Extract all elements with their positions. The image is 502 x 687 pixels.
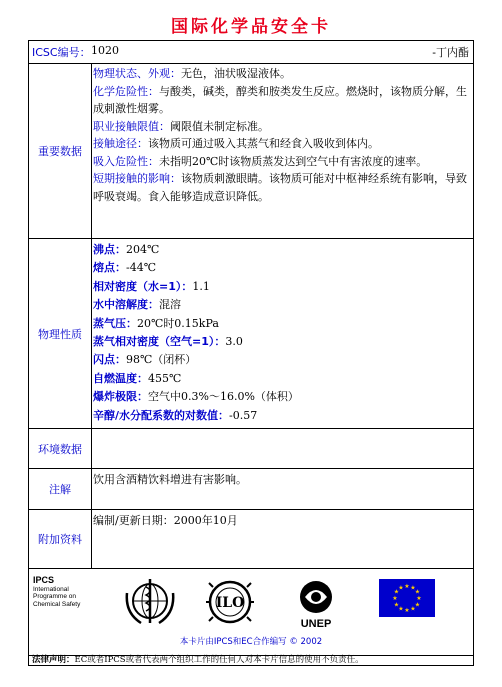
item-key: 水中溶解度： [93, 298, 159, 312]
water-solubility-item [93, 296, 471, 314]
notes-content: 饮用含酒精饮料增进有害影响。 [93, 473, 247, 486]
ipcs-line: International [33, 585, 69, 593]
svg-text:★: ★ [404, 583, 410, 590]
item-key: 蒸气压： [93, 316, 137, 330]
ipcs-line: Programme on [33, 593, 76, 600]
icsc-number: 1020 [91, 44, 119, 57]
legal-disclaimer [29, 655, 473, 665]
physical-properties-row [29, 239, 473, 429]
physical-properties-content [91, 239, 473, 428]
svg-text:★: ★ [414, 588, 421, 596]
item-value: 与酸类，碱类，醇类和胺类发生反应。燃烧时，该物质分解，生成刺激性烟雾。 [93, 84, 467, 115]
ipcs-line: Chemical Safety [33, 600, 81, 608]
ilo-letters-icon: ILO [215, 595, 245, 611]
item-value: 未指明20℃时该物质蒸发达到空气中有害浓度的速率。 [159, 154, 428, 168]
item-key: 接触途径： [93, 137, 148, 150]
ipcs-title: IPCS [33, 575, 55, 585]
important-data-row [29, 63, 473, 239]
item-value: 20℃时0.15kPa [137, 316, 219, 330]
melting-point-item [93, 259, 471, 277]
unep-emblem-icon [291, 575, 341, 633]
svg-text:★: ★ [410, 605, 416, 613]
ilo-emblem-icon [205, 575, 255, 631]
item-value: 该物质刺激眼睛。该物质可能对中枢神经系统有影响，导致呼吸衰竭。食入能够造成意识降低。 [93, 172, 467, 203]
chemical-name: -丁内酯 [432, 46, 469, 59]
icsc-header-row [29, 41, 473, 64]
environment-content [91, 429, 473, 468]
item-key: 爆炸极限： [93, 390, 148, 404]
item-key: 短期接触的影响： [93, 172, 181, 185]
svg-text:★: ★ [416, 595, 422, 602]
svg-text:★: ★ [404, 607, 410, 614]
notes-row [29, 469, 473, 510]
item-key: 闪点： [93, 353, 126, 367]
vapour-density-item [93, 333, 471, 351]
chemical-hazard-item [93, 83, 471, 118]
disclaimer-label: 法律声明： [32, 655, 75, 665]
notes-label: 注解 [29, 469, 92, 509]
item-key: 职业接触限值： [93, 119, 170, 133]
svg-text:★: ★ [398, 584, 404, 592]
logo-band [29, 569, 473, 656]
item-key: 吸入危险性： [93, 154, 159, 168]
who-emblem-icon [121, 575, 179, 631]
svg-text:★: ★ [398, 605, 404, 613]
vapour-pressure-item [93, 315, 471, 333]
svg-text:★: ★ [414, 601, 421, 609]
svg-text:★: ★ [393, 601, 400, 609]
item-key: 熔点： [93, 261, 126, 275]
card-title: 国际化学品安全卡 [171, 17, 331, 37]
item-value: -44℃ [126, 261, 157, 275]
physical-state-item [93, 65, 471, 83]
item-value: 3.0 [225, 335, 243, 349]
item-key: 相对密度（水=1）： [93, 279, 193, 293]
octanol-water-item [93, 407, 471, 425]
eu-flag-icon [379, 579, 435, 617]
boiling-point-item [93, 241, 471, 259]
environment-row [29, 429, 473, 469]
extra-info-row [29, 510, 473, 569]
item-value: 空气中0.3%～16.0%（体积） [148, 390, 299, 404]
credit-line: 本卡片由IPCS和EC合作编写 © 2002 [179, 637, 323, 647]
exposure-route-item [93, 135, 471, 153]
item-value: 204℃ [126, 243, 160, 256]
exposure-limit-item [93, 118, 471, 136]
item-value: -0.57 [229, 408, 258, 422]
item-key: 蒸气相对密度（空气=1）： [93, 335, 226, 349]
item-key: 自燃温度： [93, 371, 148, 385]
item-key: 物理状态、外观： [93, 67, 181, 80]
autoignition-item [93, 370, 471, 388]
flash-point-item [93, 351, 471, 369]
item-key: 化学危险性： [93, 84, 159, 98]
icsc-label: ICSC编号： [32, 46, 91, 59]
chemical-safety-card [28, 40, 474, 666]
item-value: 混溶 [159, 298, 181, 312]
item-key: 辛醇/水分配系数的对数值： [93, 408, 230, 422]
short-term-effects-item [93, 170, 471, 205]
item-value: 98℃（闭杯） [126, 353, 197, 367]
extra-info-content: 编制/更新日期：2000年10月 [93, 514, 238, 527]
unep-label: UNEP [300, 618, 332, 630]
important-data-content [91, 63, 473, 238]
item-value: 无色，油状吸湿液体。 [181, 67, 291, 80]
item-key: 沸点： [93, 243, 126, 256]
explosive-limits-item [93, 388, 471, 406]
inhalation-risk-item [93, 153, 471, 171]
item-value: 阈限值未制定标准。 [170, 119, 269, 133]
relative-density-item [93, 278, 471, 296]
important-data-label: 重要数据 [29, 63, 92, 238]
item-value: 1.1 [192, 279, 210, 293]
extra-info-label: 附加资料 [29, 510, 92, 568]
environment-label: 环境数据 [29, 429, 92, 468]
svg-text:★: ★ [410, 584, 416, 592]
item-value: 该物质可通过吸入其蒸气和经食入吸收到体内。 [148, 137, 379, 150]
item-value: 455℃ [148, 371, 182, 385]
svg-text:★: ★ [393, 588, 400, 596]
physical-properties-label: 物理性质 [29, 239, 92, 428]
disclaimer-text: EC或者IPCS或者代表两个组织工作的任何人对本卡片信息的使用不负责任。 [74, 655, 364, 665]
svg-text:★: ★ [392, 595, 398, 602]
ipcs-logo-text [33, 577, 80, 608]
